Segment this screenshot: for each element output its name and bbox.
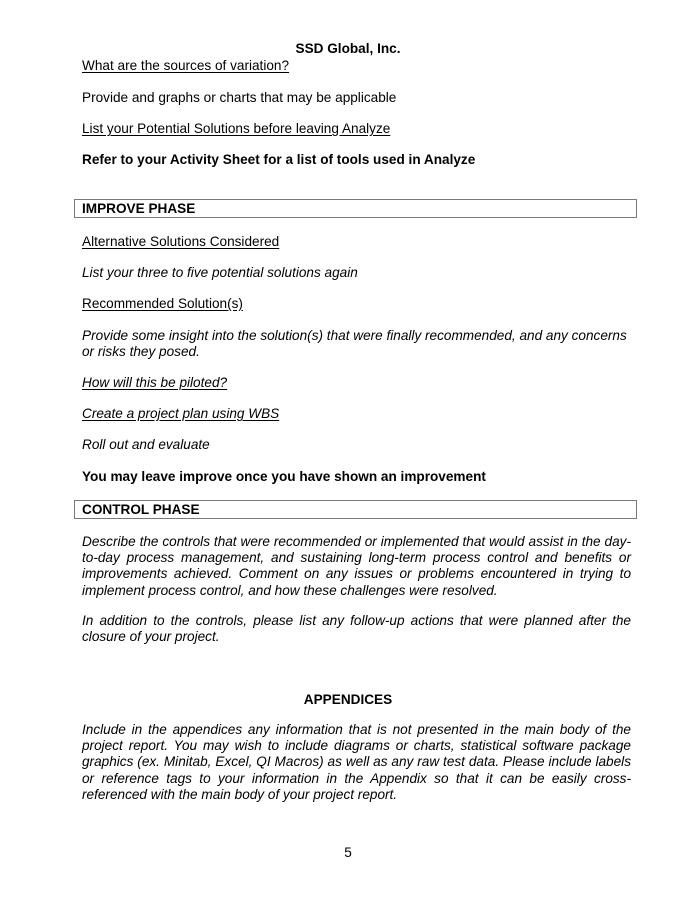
project-plan-note: Create a project plan using WBS xyxy=(82,406,280,421)
sources-of-variation-heading: What are the sources of variation? xyxy=(82,58,290,73)
appendices-paragraph: Include in the appendices any information that is not presented in the main body of the project report. You may wish to include diagrams or charts, statistical software package graphics (ex. Minitab, Excel, QI Macros) as well as any raw test data. Please include labels or reference tags to your information in the Appendix so that it can be easily cross-referenced with the main body of your project report. xyxy=(82,722,631,802)
appendices-title: APPENDICES xyxy=(303,692,393,707)
improve-phase-title: IMPROVE PHASE xyxy=(82,201,196,216)
recommended-heading: Recommended Solution(s) xyxy=(82,296,243,311)
recommended-note-line1: Provide some insight into the solution(s) that were finally recommended, and any concerns xyxy=(82,328,627,343)
improve-exit-note: You may leave improve once you have shown an improvement xyxy=(82,469,486,484)
company-header: SSD Global, Inc. xyxy=(295,41,401,56)
improve-phase-box xyxy=(74,199,637,218)
page-number: 5 xyxy=(344,845,352,860)
recommended-note-line2: or risks they posed. xyxy=(82,344,200,359)
alternatives-note: List your three to five potential solutions again xyxy=(82,265,358,280)
followup-paragraph: In addition to the controls, please list any follow-up actions that were planned after the closure of your project. xyxy=(82,613,631,645)
graphs-note: Provide and graphs or charts that may be applicable xyxy=(82,90,397,105)
control-phase-title: CONTROL PHASE xyxy=(82,502,200,517)
pilot-question: How will this be piloted? xyxy=(82,375,228,390)
control-phase-box xyxy=(74,500,637,519)
potential-solutions-heading: List your Potential Solutions before leaving Analyze xyxy=(82,121,391,136)
activity-sheet-note: Refer to your Activity Sheet for a list of tools used in Analyze xyxy=(82,152,476,167)
alternatives-heading: Alternative Solutions Considered xyxy=(82,234,280,249)
rollout-note: Roll out and evaluate xyxy=(82,437,210,452)
controls-paragraph: Describe the controls that were recommended or implemented that would assist in the day-to-day process management, and sustaining long-term process control and benefits or improvements achieved. Comment on any issues or problems encountered in trying to implement process control, and how these challenges were resolved. xyxy=(82,534,631,598)
